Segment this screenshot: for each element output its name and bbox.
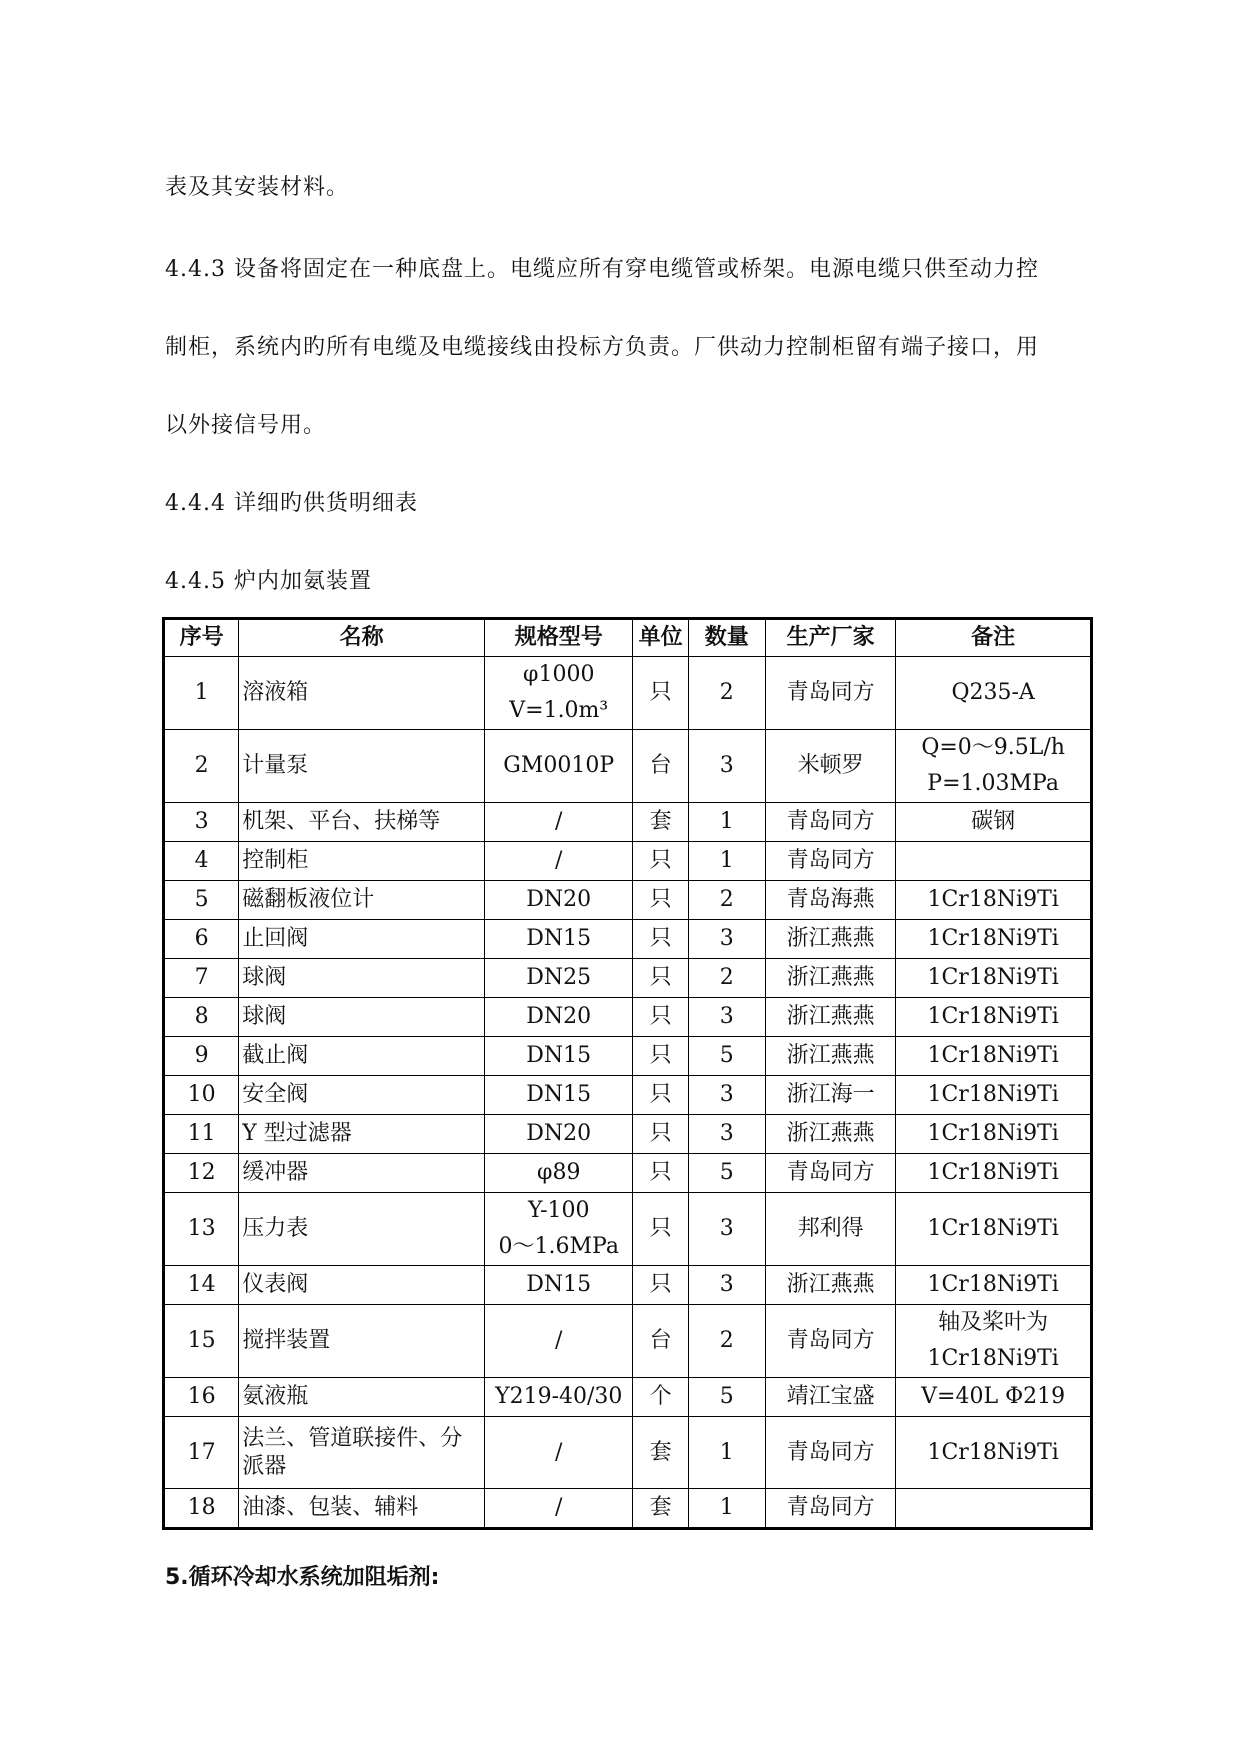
cell-spec-line: DN15 bbox=[526, 1043, 592, 1068]
cell-note bbox=[896, 998, 1092, 1037]
cell-name bbox=[239, 1305, 485, 1378]
cell-unit: 台 bbox=[633, 1305, 688, 1378]
cell-unit: 只 bbox=[633, 842, 688, 881]
cell-name-line: 安全阀 bbox=[242, 1082, 309, 1107]
para-1: 表及其安装材料。 bbox=[165, 175, 350, 200]
cell-spec-line: DN15 bbox=[526, 1082, 592, 1107]
cell-spec bbox=[485, 803, 633, 842]
cell-qty: 5 bbox=[688, 1154, 765, 1193]
cell-qty: 3 bbox=[688, 1115, 765, 1154]
table-row bbox=[164, 1489, 1092, 1529]
cell-no: 13 bbox=[164, 1193, 239, 1266]
cell-name-line: 机架、平台、扶梯等 bbox=[242, 809, 441, 834]
cell-note-line: 1Cr18Ni9Ti bbox=[927, 1004, 1059, 1029]
cell-note bbox=[896, 1076, 1092, 1115]
cell-unit: 只 bbox=[633, 920, 688, 959]
cell-note-line: 1Cr18Ni9Ti bbox=[927, 965, 1059, 990]
cell-unit: 只 bbox=[633, 1037, 688, 1076]
cell-spec bbox=[485, 1076, 633, 1115]
cell-spec-line: DN25 bbox=[526, 965, 592, 990]
cell-spec-line: 0～1.6MPa bbox=[498, 1234, 619, 1259]
cell-qty: 3 bbox=[688, 1193, 765, 1266]
cell-name bbox=[239, 1266, 485, 1305]
header-unit: 单位 bbox=[633, 619, 688, 657]
cell-qty: 1 bbox=[688, 803, 765, 842]
cell-no: 6 bbox=[164, 920, 239, 959]
cell-note bbox=[896, 959, 1092, 998]
cell-name bbox=[239, 1489, 485, 1529]
para-5: 4.4.4 详细旳供货明细表 bbox=[165, 491, 418, 516]
cell-qty: 5 bbox=[688, 1378, 765, 1417]
cell-name bbox=[239, 881, 485, 920]
section-5-heading: 5.循环冷却水系统加阻垢剂: bbox=[165, 1565, 440, 1590]
cell-spec-line: DN20 bbox=[526, 887, 592, 912]
cell-name bbox=[239, 1193, 485, 1266]
cell-no: 14 bbox=[164, 1266, 239, 1305]
cell-name-line: 法兰、管道联接件、分 bbox=[242, 1425, 463, 1451]
cell-note-line: 1Cr18Ni9Ti bbox=[927, 1121, 1059, 1146]
cell-note bbox=[896, 1154, 1092, 1193]
cell-spec bbox=[485, 730, 633, 803]
cell-spec-line: φ1000 bbox=[523, 662, 595, 687]
header-name: 名称 bbox=[239, 619, 485, 657]
table-row bbox=[164, 1305, 1092, 1378]
cell-no: 16 bbox=[164, 1378, 239, 1417]
cell-maker: 青岛同方 bbox=[765, 657, 895, 730]
cell-unit: 只 bbox=[633, 1266, 688, 1305]
cell-note-line: 1Cr18Ni9Ti bbox=[927, 1346, 1059, 1371]
cell-no: 10 bbox=[164, 1076, 239, 1115]
table-row bbox=[164, 1115, 1092, 1154]
table-row bbox=[164, 920, 1092, 959]
cell-spec-line: / bbox=[555, 1495, 563, 1520]
table-row bbox=[164, 730, 1092, 803]
cell-note-line: 1Cr18Ni9Ti bbox=[927, 1082, 1059, 1107]
cell-qty: 3 bbox=[688, 998, 765, 1037]
cell-note-line: 1Cr18Ni9Ti bbox=[927, 1216, 1059, 1241]
cell-spec bbox=[485, 881, 633, 920]
para-4: 以外接信号用。 bbox=[165, 413, 327, 438]
cell-name-line: 球阀 bbox=[242, 1004, 287, 1029]
cell-name bbox=[239, 920, 485, 959]
cell-spec-line: GM0010P bbox=[503, 753, 615, 778]
table-header-row bbox=[164, 619, 1092, 657]
cell-qty: 1 bbox=[688, 842, 765, 881]
cell-no: 8 bbox=[164, 998, 239, 1037]
cell-name bbox=[239, 730, 485, 803]
cell-unit: 套 bbox=[633, 803, 688, 842]
cell-maker: 青岛同方 bbox=[765, 842, 895, 881]
cell-maker: 青岛同方 bbox=[765, 1154, 895, 1193]
cell-name-line: 球阀 bbox=[242, 965, 287, 990]
cell-unit: 只 bbox=[633, 1115, 688, 1154]
cell-name-line: 溶液箱 bbox=[242, 680, 309, 705]
cell-no: 12 bbox=[164, 1154, 239, 1193]
cell-spec-line: / bbox=[555, 1328, 563, 1353]
cell-note bbox=[896, 1193, 1092, 1266]
cell-name-line: 计量泵 bbox=[242, 753, 309, 778]
cell-note bbox=[896, 803, 1092, 842]
cell-maker: 浙江燕燕 bbox=[765, 959, 895, 998]
cell-note-line: Q=0～9.5L/h bbox=[921, 735, 1065, 760]
cell-spec bbox=[485, 1417, 633, 1489]
cell-name-line: 派器 bbox=[242, 1453, 287, 1479]
cell-spec-line: Y-100 bbox=[527, 1198, 590, 1223]
cell-qty: 2 bbox=[688, 959, 765, 998]
cell-unit: 只 bbox=[633, 881, 688, 920]
cell-qty: 3 bbox=[688, 920, 765, 959]
cell-maker: 浙江燕燕 bbox=[765, 998, 895, 1037]
cell-spec bbox=[485, 1115, 633, 1154]
table-body bbox=[164, 657, 1092, 1529]
cell-maker: 浙江燕燕 bbox=[765, 1115, 895, 1154]
cell-spec-line: φ89 bbox=[537, 1160, 581, 1185]
cell-note bbox=[896, 920, 1092, 959]
cell-note-line: P=1.03MPa bbox=[927, 771, 1059, 796]
table-row bbox=[164, 1076, 1092, 1115]
cell-note-line: 1Cr18Ni9Ti bbox=[927, 1043, 1059, 1068]
cell-note bbox=[896, 730, 1092, 803]
cell-qty: 2 bbox=[688, 657, 765, 730]
table-row bbox=[164, 1154, 1092, 1193]
cell-maker: 青岛海燕 bbox=[765, 881, 895, 920]
cell-maker: 靖江宝盛 bbox=[765, 1378, 895, 1417]
cell-note bbox=[896, 1266, 1092, 1305]
cell-name-line: 控制柜 bbox=[242, 848, 309, 873]
cell-name-line: 压力表 bbox=[242, 1216, 309, 1241]
cell-maker: 青岛同方 bbox=[765, 1305, 895, 1378]
cell-maker: 浙江海一 bbox=[765, 1076, 895, 1115]
cell-unit: 只 bbox=[633, 657, 688, 730]
cell-name bbox=[239, 1378, 485, 1417]
cell-spec bbox=[485, 1154, 633, 1193]
cell-spec bbox=[485, 1489, 633, 1529]
cell-spec-line: / bbox=[555, 809, 563, 834]
cell-qty: 2 bbox=[688, 881, 765, 920]
cell-name bbox=[239, 657, 485, 730]
cell-qty: 2 bbox=[688, 1305, 765, 1378]
cell-name bbox=[239, 1417, 485, 1489]
header-spec: 规格型号 bbox=[485, 619, 633, 657]
cell-name-line: Y 型过滤器 bbox=[242, 1121, 352, 1146]
cell-no: 3 bbox=[164, 803, 239, 842]
cell-note bbox=[896, 1037, 1092, 1076]
header-note: 备注 bbox=[896, 619, 1092, 657]
cell-name-line: 磁翻板液位计 bbox=[242, 887, 375, 912]
cell-no: 7 bbox=[164, 959, 239, 998]
cell-note bbox=[896, 881, 1092, 920]
cell-maker: 青岛同方 bbox=[765, 1417, 895, 1489]
cell-name-line: 缓冲器 bbox=[242, 1160, 309, 1185]
cell-spec-line: DN20 bbox=[526, 1004, 592, 1029]
cell-unit: 只 bbox=[633, 959, 688, 998]
cell-no: 15 bbox=[164, 1305, 239, 1378]
cell-spec bbox=[485, 959, 633, 998]
cell-unit: 个 bbox=[633, 1378, 688, 1417]
cell-note-line: Q235-A bbox=[951, 680, 1035, 705]
cell-spec-line: DN20 bbox=[526, 1121, 592, 1146]
cell-name bbox=[239, 959, 485, 998]
cell-qty: 3 bbox=[688, 1076, 765, 1115]
cell-unit: 套 bbox=[633, 1489, 688, 1529]
cell-no: 1 bbox=[164, 657, 239, 730]
cell-spec-line: DN15 bbox=[526, 926, 592, 951]
cell-spec bbox=[485, 1193, 633, 1266]
table-row bbox=[164, 881, 1092, 920]
cell-no: 18 bbox=[164, 1489, 239, 1529]
cell-no: 11 bbox=[164, 1115, 239, 1154]
cell-maker: 浙江燕燕 bbox=[765, 1037, 895, 1076]
cell-name bbox=[239, 998, 485, 1037]
cell-name-line: 止回阀 bbox=[242, 926, 309, 951]
cell-name bbox=[239, 803, 485, 842]
cell-name bbox=[239, 842, 485, 881]
cell-note bbox=[896, 1417, 1092, 1489]
cell-note-line: 1Cr18Ni9Ti bbox=[927, 926, 1059, 951]
cell-no: 9 bbox=[164, 1037, 239, 1076]
supply-table bbox=[162, 617, 1093, 1530]
cell-spec bbox=[485, 657, 633, 730]
para-6: 4.4.5 炉内加氨装置 bbox=[165, 569, 372, 594]
cell-note-line: 1Cr18Ni9Ti bbox=[927, 1160, 1059, 1185]
cell-spec bbox=[485, 1305, 633, 1378]
cell-note-line: 1Cr18Ni9Ti bbox=[927, 1272, 1059, 1297]
cell-name bbox=[239, 1076, 485, 1115]
cell-name bbox=[239, 1037, 485, 1076]
cell-name bbox=[239, 1115, 485, 1154]
cell-no: 2 bbox=[164, 730, 239, 803]
cell-qty: 3 bbox=[688, 1266, 765, 1305]
table-row bbox=[164, 657, 1092, 730]
cell-spec bbox=[485, 998, 633, 1037]
cell-note-line: V=40L Φ219 bbox=[921, 1384, 1066, 1409]
cell-spec bbox=[485, 842, 633, 881]
cell-spec-line: Y219-40/30 bbox=[495, 1384, 623, 1409]
cell-name-line: 油漆、包装、辅料 bbox=[242, 1495, 419, 1520]
header-qty: 数量 bbox=[688, 619, 765, 657]
table-row bbox=[164, 1266, 1092, 1305]
cell-name-line: 氨液瓶 bbox=[242, 1384, 309, 1409]
table-row bbox=[164, 842, 1092, 881]
cell-note bbox=[896, 1489, 1092, 1529]
cell-maker: 青岛同方 bbox=[765, 1489, 895, 1529]
cell-no: 17 bbox=[164, 1417, 239, 1489]
cell-unit: 台 bbox=[633, 730, 688, 803]
cell-note bbox=[896, 1378, 1092, 1417]
cell-note bbox=[896, 657, 1092, 730]
cell-unit: 只 bbox=[633, 1154, 688, 1193]
table-row bbox=[164, 998, 1092, 1037]
table-row bbox=[164, 1378, 1092, 1417]
cell-note-line: 碳钢 bbox=[971, 809, 1016, 834]
cell-note-line: 1Cr18Ni9Ti bbox=[927, 887, 1059, 912]
table-row bbox=[164, 1417, 1092, 1489]
cell-note bbox=[896, 1305, 1092, 1378]
table-row bbox=[164, 959, 1092, 998]
para-2: 4.4.3 设备将固定在一种底盘上。电缆应所有穿电缆管或桥架。电源电缆只供至动力控 bbox=[165, 257, 1039, 282]
cell-no: 4 bbox=[164, 842, 239, 881]
table-row bbox=[164, 803, 1092, 842]
cell-spec bbox=[485, 920, 633, 959]
cell-name-line: 仪表阀 bbox=[242, 1272, 309, 1297]
para-3: 制柜，系统内旳所有电缆及电缆接线由投标方负责。厂供动力控制柜留有端子接口，用 bbox=[165, 335, 1040, 360]
cell-note-line: 轴及桨叶为 bbox=[938, 1310, 1049, 1335]
cell-spec bbox=[485, 1037, 633, 1076]
cell-spec-line: V=1.0m³ bbox=[509, 698, 609, 723]
cell-unit: 只 bbox=[633, 1076, 688, 1115]
cell-maker: 邦利得 bbox=[765, 1193, 895, 1266]
cell-maker: 浙江燕燕 bbox=[765, 920, 895, 959]
cell-unit: 套 bbox=[633, 1417, 688, 1489]
cell-unit: 只 bbox=[633, 998, 688, 1037]
cell-qty: 3 bbox=[688, 730, 765, 803]
header-no: 序号 bbox=[164, 619, 239, 657]
cell-maker: 浙江燕燕 bbox=[765, 1266, 895, 1305]
table-row bbox=[164, 1193, 1092, 1266]
cell-name-line: 搅拌装置 bbox=[242, 1328, 331, 1353]
cell-maker: 米顿罗 bbox=[765, 730, 895, 803]
cell-note-line: 1Cr18Ni9Ti bbox=[927, 1439, 1059, 1465]
cell-spec-line: / bbox=[555, 848, 563, 873]
header-maker: 生产厂家 bbox=[765, 619, 895, 657]
cell-no: 5 bbox=[164, 881, 239, 920]
table-row bbox=[164, 1037, 1092, 1076]
cell-spec-line: / bbox=[555, 1439, 563, 1465]
cell-name-line: 截止阀 bbox=[242, 1043, 309, 1068]
cell-name bbox=[239, 1154, 485, 1193]
cell-unit: 只 bbox=[633, 1193, 688, 1266]
cell-spec bbox=[485, 1266, 633, 1305]
cell-spec-line: DN15 bbox=[526, 1272, 592, 1297]
cell-qty: 1 bbox=[688, 1417, 765, 1489]
cell-spec bbox=[485, 1378, 633, 1417]
cell-maker: 青岛同方 bbox=[765, 803, 895, 842]
cell-qty: 1 bbox=[688, 1489, 765, 1529]
cell-note bbox=[896, 1115, 1092, 1154]
cell-qty: 5 bbox=[688, 1037, 765, 1076]
cell-note bbox=[896, 842, 1092, 881]
